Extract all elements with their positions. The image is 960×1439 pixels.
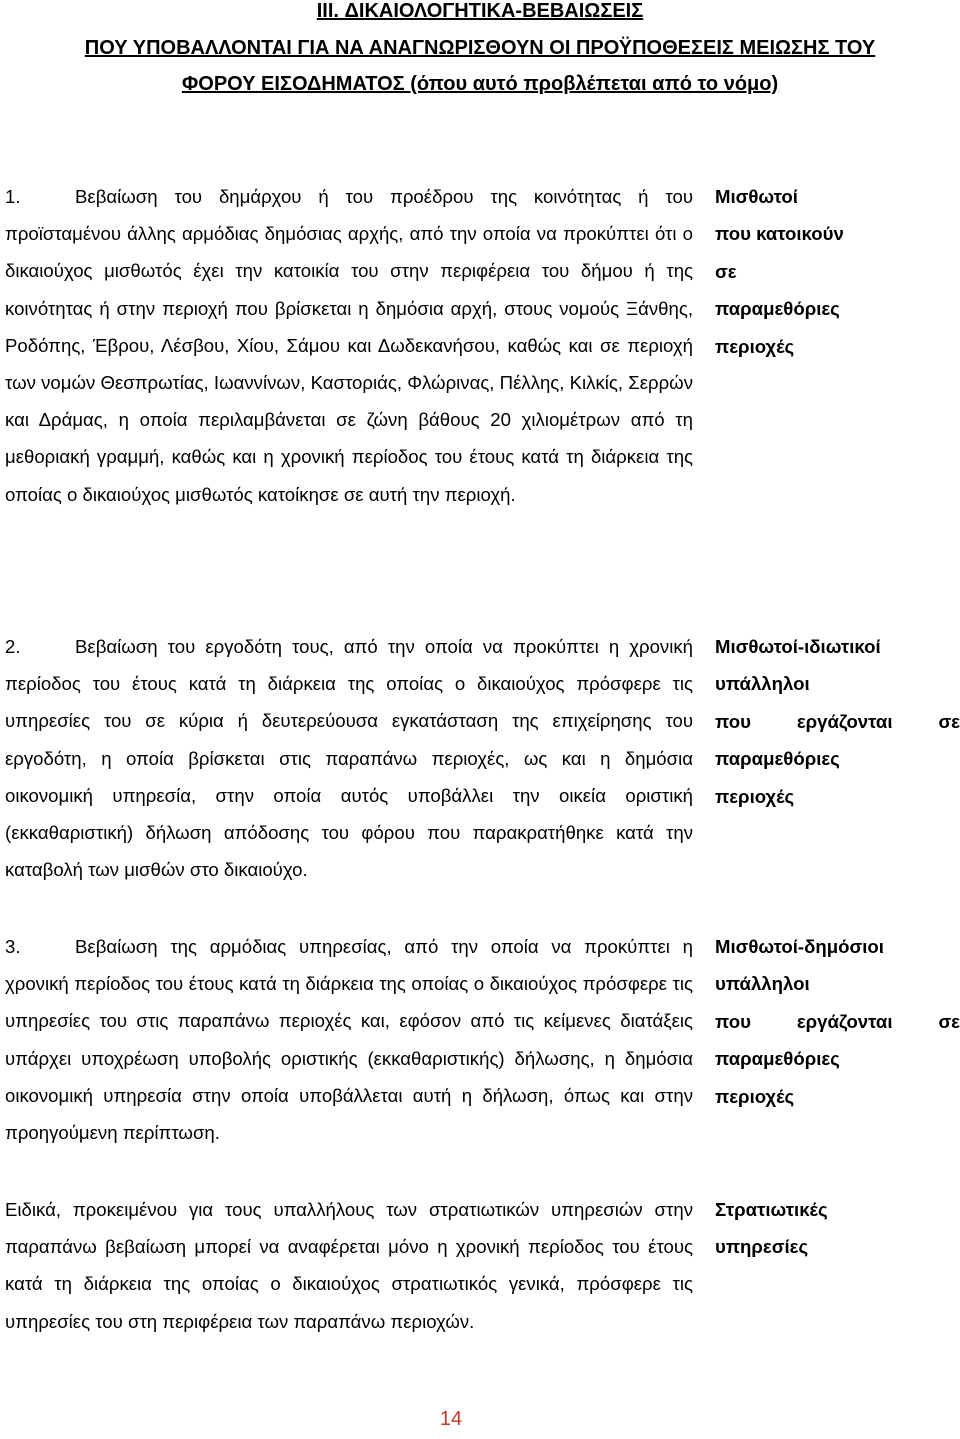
section-3-category-line: που εργάζονται σε bbox=[715, 1010, 960, 1032]
section-3-category bbox=[715, 928, 960, 1115]
section-3-body bbox=[5, 928, 693, 1151]
section-2-category bbox=[715, 628, 960, 815]
title-line-3: ΦΟΡΟΥ ΕΙΣΟΔΗΜΑΤΟΣ (όπου αυτό προβλέπεται από το νόμο) bbox=[181, 73, 779, 95]
section-3-text: Βεβαίωση της αρμόδιας υπηρεσίας, από την οποία να προκύπτει η χρονική περίοδος του έτους κατά τη διάρκεια της οποίας ο δικαιούχος πρόσφερε τις υπηρεσίες του στις παραπάνω περιοχές και, εφόσον από τις κείμενες διατάξεις υπάρχει υποχρέωση υποβολής οριστικής (εκκαθαριστικής) δήλωσης, η δημόσια οικονομική υπηρεσία στην οποία υποβάλλεται αυτή η δήλωση, όπως και στην προηγούμενη περίπτωση. bbox=[5, 936, 693, 1144]
section-1-body bbox=[5, 178, 693, 513]
section-2-category-line: περιοχές bbox=[715, 785, 795, 807]
page-number: 14 bbox=[439, 1408, 463, 1430]
section-1-category-line: περιοχές bbox=[715, 335, 795, 357]
section-1-category-line: παραμεθόριες bbox=[715, 298, 840, 320]
section-1-category-line: που κατοικούν bbox=[715, 223, 844, 245]
section-2-text: Βεβαίωση του εργοδότη τους, από την οποία να προκύπτει η χρονική περίοδος του έτους κατά τη διάρκεια της οποίας ο δικαιούχος πρόσφερε τις υπηρεσίες του σε κύρια ή δευτερεύουσα εγκατάσταση της επιχείρησης του εργοδότη, η οποία βρίσκεται στις παραπάνω περιοχές, ως και η δημόσια οικονομική υπηρεσία, στην οποία αυτός υποβάλλει την οικεία οριστική (εκκαθαριστική) δήλωση απόδοσης του φόρου που παρακρατήθηκε κατά την καταβολή των μισθών στο δικαιούχο. bbox=[5, 636, 693, 881]
title-line-2: ΠΟΥ ΥΠΟΒΑΛΛΟΝΤΑΙ ΓΙΑ ΝΑ ΑΝΑΓΝΩΡΙΣΘΟΥΝ ΟΙ ΠΡΟΫΠΟΘΕΣΕΙΣ ΜΕΙΩΣΗΣ ΤΟΥ bbox=[84, 37, 876, 59]
military-category-line: υπηρεσίες bbox=[715, 1236, 809, 1258]
military-category-line: Στρατιωτικές bbox=[715, 1199, 828, 1220]
section-3-category-line: περιοχές bbox=[715, 1085, 795, 1107]
section-1-category-line: Μισθωτοί bbox=[715, 186, 798, 207]
section-1-number: 1. bbox=[5, 186, 21, 207]
section-3-category-line: υπάλληλοι bbox=[715, 973, 810, 995]
section-2-body bbox=[5, 628, 693, 888]
section-3-category-line: Μισθωτοί-δημόσιοι bbox=[715, 936, 884, 957]
section-3-category-line: παραμεθόριες bbox=[715, 1048, 840, 1070]
section-2-category-line: παραμεθόριες bbox=[715, 748, 840, 770]
section-2-number: 2. bbox=[5, 636, 21, 657]
section-1-text: Βεβαίωση του δημάρχου ή του προέδρου της κοινότητας ή του προϊσταμένου άλλης αρμόδιας δημόσιας αρχής, από την οποία να προκύπτει ότι ο δικαιούχος μισθωτός έχει την κατοικία του στην περιφέρεια του δήμου ή της κοινότητας ή στην περιοχή που βρίσκεται η δημόσια αρχή, στους νομούς Ξάνθης, Ροδόπης, Έβρου, Λέσβου, Χίου, Σάμου και Δωδεκανήσου, καθώς και σε περιοχή των νομών Θεσπρωτίας, Ιωαννίνων, Καστοριάς, Φλώρινας, Πέλλης, Κιλκίς, Σερρών και Δράμας, η οποία περιλαμβάνεται σε ζώνη βάθους 20 χιλιομέτρων από τη μεθοριακή γραμμή, καθώς και η χρονική περίοδος του έτους κατά τη διάρκεια της οποίας ο δικαιούχος μισθωτός κατοίκησε σε αυτή την περιοχή. bbox=[5, 186, 693, 505]
military-note-body bbox=[5, 1191, 693, 1340]
section-1-category-line: σε bbox=[715, 260, 737, 282]
section-2-category-line: που εργάζονται σε bbox=[715, 710, 960, 732]
section-3-number: 3. bbox=[5, 936, 21, 957]
section-1-category bbox=[715, 178, 960, 365]
section-2-category-line: Μισθωτοί-ιδιωτικοί bbox=[715, 636, 881, 657]
title-line-1: III. ΔΙΚΑΙΟΛΟΓΗΤΙΚΑ-ΒΕΒΑΙΩΣΕΙΣ bbox=[316, 0, 644, 22]
section-2-category-line: υπάλληλοι bbox=[715, 673, 810, 695]
military-note-text: Ειδικά, προκειμένου για τους υπαλλήλους των στρατιωτικών υπηρεσιών στην παραπάνω βεβαίωση μπορεί να αναφέρεται μόνο η χρονική περίοδος του έτους κατά τη διάρκεια της οποίας ο δικαιούχος στρατιωτικός γενικά, πρόσφερε τις υπηρεσίες του στη περιφέρεια των παραπάνω περιοχών. bbox=[5, 1199, 693, 1332]
military-category bbox=[715, 1191, 960, 1266]
